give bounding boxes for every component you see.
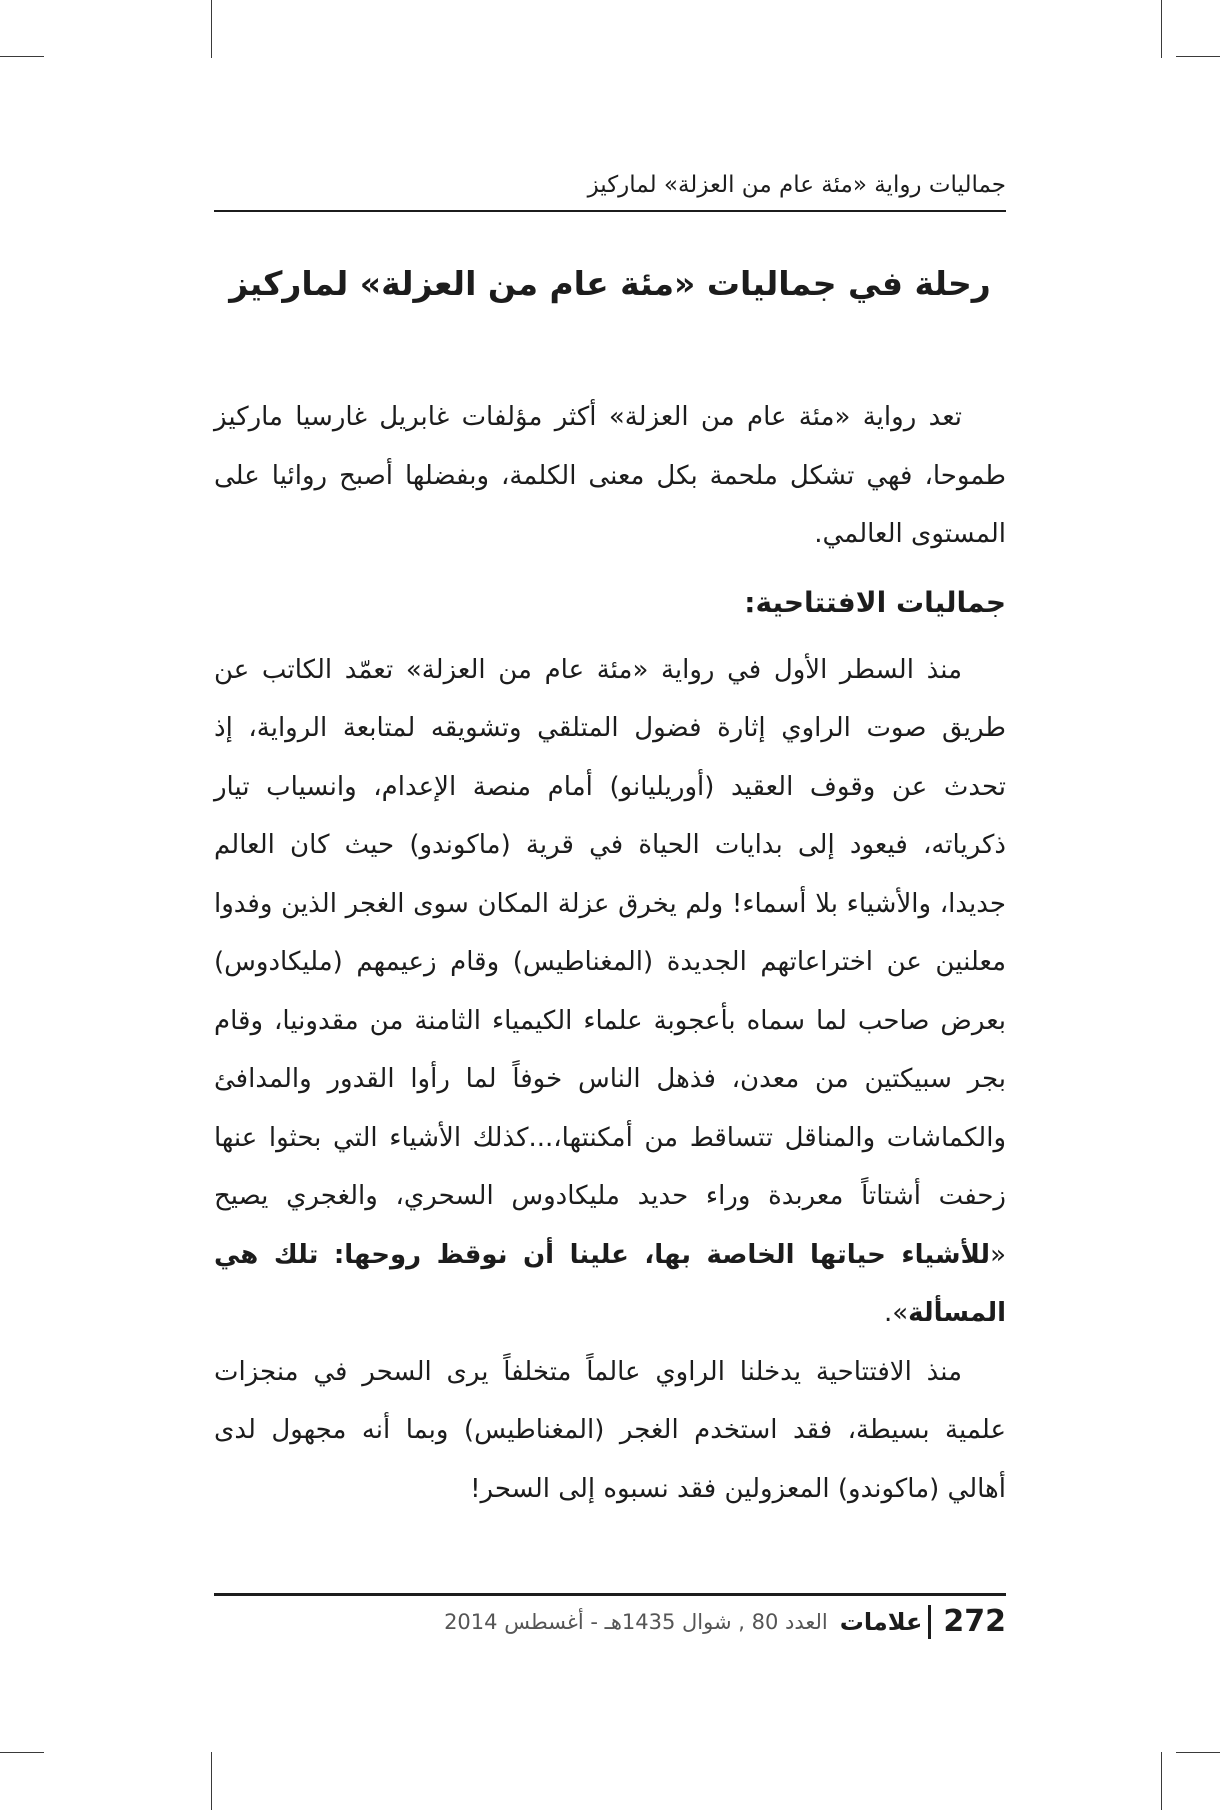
footer-divider	[928, 1605, 931, 1639]
crop-mark-bottom-left	[211, 1752, 212, 1810]
running-header: جماليات رواية «مئة عام من العزلة» لماركيز	[587, 172, 1006, 198]
crop-mark-top-left	[211, 0, 212, 58]
footer-rule	[214, 1593, 1006, 1596]
opening-paragraph	[214, 641, 1006, 1343]
article-title: رحلة في جماليات «مئة عام من العزلة» لماركيز	[229, 264, 991, 303]
issue-info: العدد 80 , شوال 1435هـ - أغسطس 2014	[444, 1610, 828, 1634]
crop-mark-left-top	[0, 56, 44, 57]
quote-close: ».	[883, 1298, 909, 1328]
page-footer	[214, 1602, 1006, 1642]
article-body	[214, 388, 1006, 1518]
intro-paragraph: تعد رواية «مئة عام من العزلة» أكثر مؤلفات غابريل غارسيا ماركيز طموحا، فهي تشكل ملحمة بكل معنى الكلمة، وبفضلها أصبح روائيا على المستوى العالمي.	[214, 402, 1006, 549]
journal-logo: علامات	[839, 1608, 923, 1636]
crop-mark-top-right	[1161, 0, 1162, 58]
page-number: 272	[943, 1604, 1006, 1639]
section-heading: جماليات الافتتاحية:	[744, 585, 1006, 619]
crop-mark-right-top	[1176, 56, 1220, 57]
second-paragraph: منذ الافتتاحية يدخلنا الراوي عالماً متخلفاً يرى السحر في منجزات علمية بسيطة، فقد استخدم الغجر (المغناطيس) وبما أنه مجهول لدى أهالي (ماكوندو) المعزولين فقد نسبوه إلى السحر!	[214, 1356, 1006, 1504]
bold-quote: للأشياء حياتها الخاصة بها، علينا أن نوقظ روحها: تلك هي المسألة	[214, 1239, 1006, 1328]
header-rule	[214, 210, 1006, 212]
crop-mark-bottom-right	[1161, 1752, 1162, 1810]
crop-mark-left-bottom	[0, 1752, 44, 1753]
opening-paragraph-text: منذ السطر الأول في رواية «مئة عام من العزلة» تعمّد الكاتب عن طريق صوت الراوي إثارة فضول المتلقي وتشويقه لمتابعة الرواية، إذ تحدث عن وقوف العقيد (أوريليانو) أمام منصة الإعدام، وانسياب تيار ذكرياته، فيعود إلى بدايات الحياة في قرية (ماكوندو) حيث كان العالم جديدا، والأشياء بلا أسماء! ولم يخرق عزلة المكان سوى الغجر الذين وفدوا معلنين عن اختراعاتهم الجديدة (المغناطيس) وقام زعيمهم (مليكادوس) بعرض صاحب لما سماه بأعجوبة علماء الكيمياء الثامنة من مقدونيا، وقام بجر سبيكتين من معدن، فذهل الناس خوفاً لما رأوا القدور والمدافئ والكماشات والمناقل تتساقط من أمكنتها،...كذلك الأشياء التي بحثوا عنها زحفت أشتاتاً معربدة وراء حديد مليكادوس السحري، والغجري يصيح «	[214, 654, 1006, 1270]
crop-mark-right-bottom	[1176, 1752, 1220, 1753]
